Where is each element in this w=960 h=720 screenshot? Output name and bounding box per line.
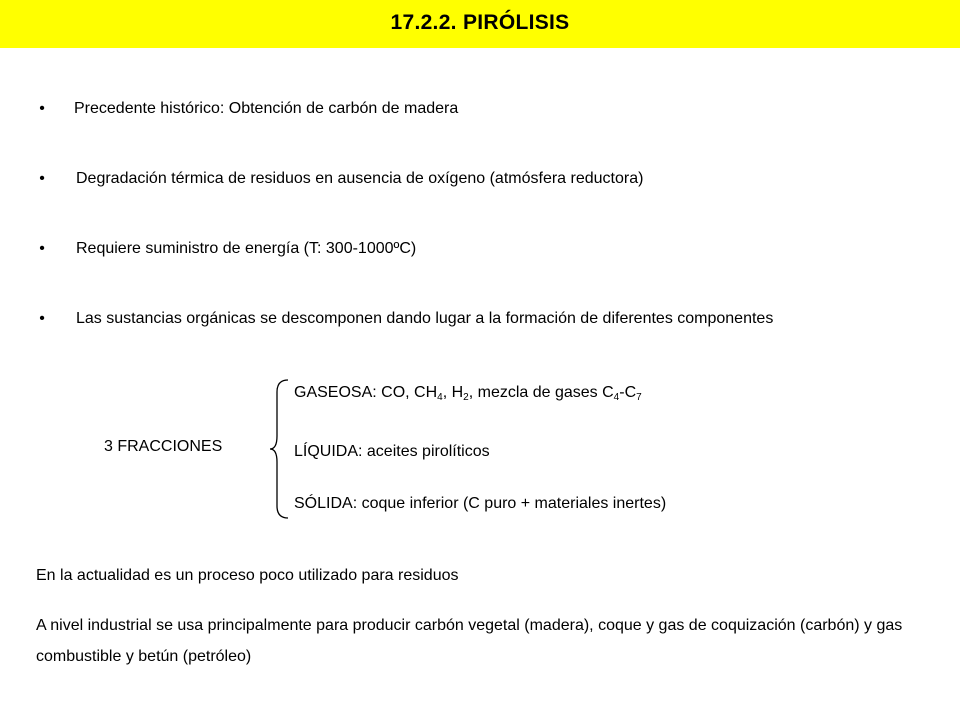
gaseosa-text: GASEOSA: CO, CH <box>294 384 438 401</box>
bullet-item <box>36 308 936 378</box>
paragraph-industrial-use: A nivel industrial se usa principalmente para producir carbón vegetal (madera), coque y gas de coquización (carbón) y gas combustible y betún (petróleo) <box>36 617 903 665</box>
paragraph-current-use: En la actualidad es un proceso poco utilizado para residuos <box>36 567 459 584</box>
bullet-dot-icon: • <box>39 100 45 117</box>
bullet-dot-icon: • <box>39 310 45 327</box>
title-bar <box>0 0 960 48</box>
fraction-gaseosa <box>294 383 642 403</box>
gaseosa-dash-text: -C <box>619 384 637 401</box>
bullet-item <box>36 98 936 168</box>
c7-subscript: 7 <box>636 392 642 403</box>
bullet-dot-icon: • <box>39 170 45 187</box>
curly-brace-icon <box>268 378 290 520</box>
bullet-text: Precedente histórico: Obtención de carbón de madera <box>74 100 459 117</box>
fractions-label: 3 FRACCIONES <box>104 438 223 455</box>
bullet-list <box>36 98 936 378</box>
fraction-solida: SÓLIDA: coque inferior (C puro + materiales inertes) <box>294 495 667 512</box>
h2-subscript: 2 <box>463 392 469 403</box>
ch4-subscript: 4 <box>437 392 443 403</box>
bullet-text: Las sustancias orgánicas se descomponen dando lugar a la formación de diferentes componentes <box>76 310 774 327</box>
bullet-dot-icon: • <box>39 240 45 257</box>
fraction-liquida: LÍQUIDA: aceites pirolíticos <box>294 443 490 460</box>
bullet-text: Requiere suministro de energía (T: 300-1000ºC) <box>76 240 417 257</box>
page-title: 17.2.2. PIRÓLISIS <box>390 11 570 34</box>
gaseosa-mid-text: , mezcla de gases C <box>468 384 614 401</box>
bullet-item <box>36 168 936 238</box>
bullet-item <box>36 238 936 308</box>
bullet-text: Degradación térmica de residuos en ausencia de oxígeno (atmósfera reductora) <box>76 170 644 187</box>
gaseosa-h2-text: , H <box>442 384 464 401</box>
c4-subscript: 4 <box>613 392 620 403</box>
